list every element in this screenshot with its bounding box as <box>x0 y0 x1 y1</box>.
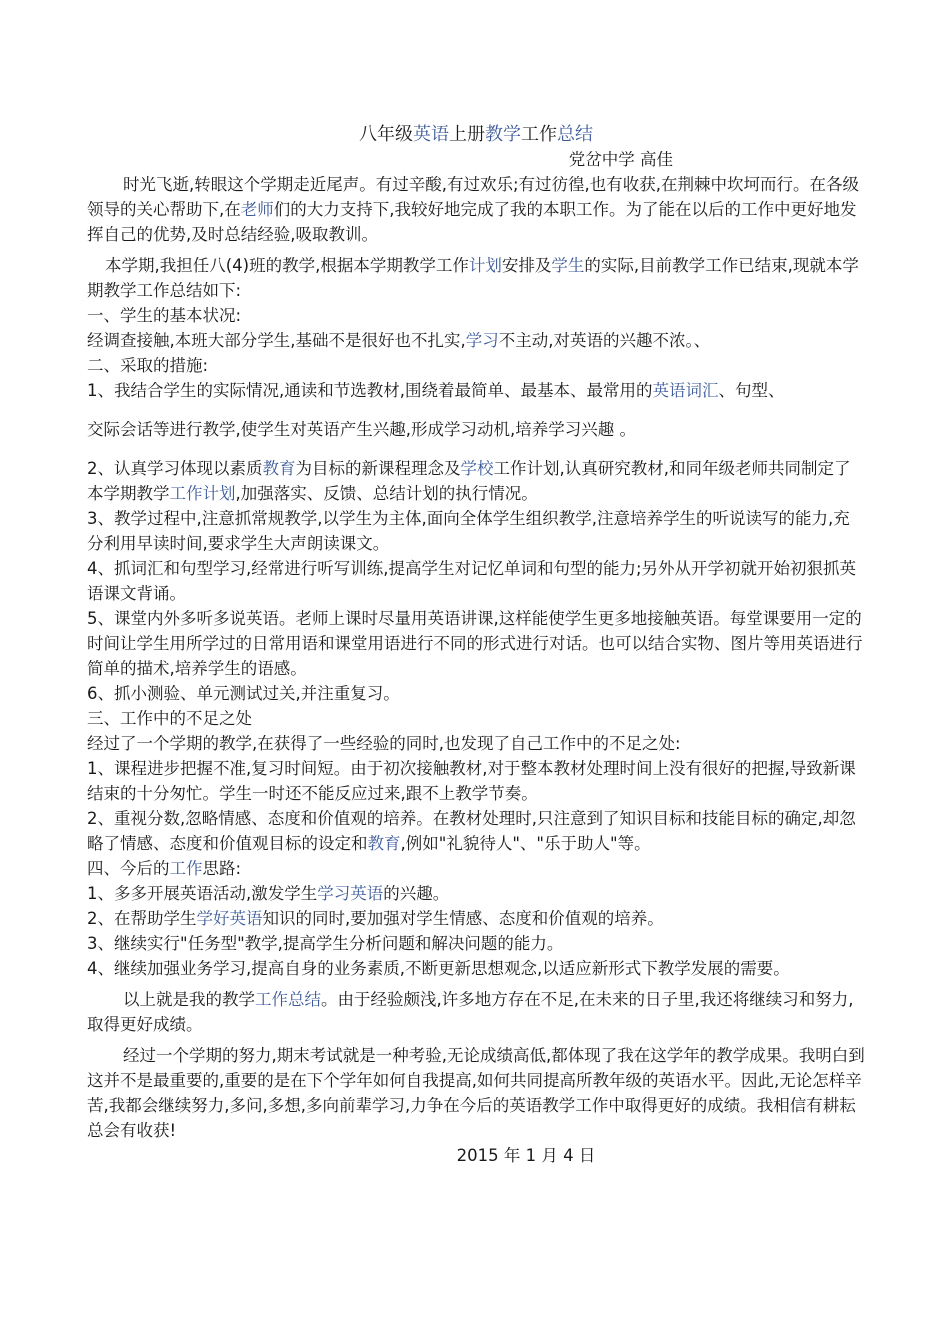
keyword-link[interactable]: 计划 <box>468 256 502 275</box>
shortcoming-intro: 经过了一个学期的教学,在获得了一些经验的同时,也发现了自己工作中的不足之处: <box>87 734 681 753</box>
keyword-link[interactable]: 教育 <box>367 834 401 853</box>
overview-paragraph: 本学期,我担任八(4)班的教学,根据本学期教学工作计划安排及学生的实际,目前教学工作已结束,现就本学期教学工作总结如下: <box>87 256 859 300</box>
plan-item-1: 1、多多开展英语活动,激发学生学习英语的兴趣。 <box>87 884 450 903</box>
keyword-link[interactable]: 英语 <box>413 124 449 145</box>
measure-item-4: 4、抓词汇和句型学习,经常进行听写训练,提高学生对记忆单词和句型的能力;另外从开学初就开始初狠抓英语课文背诵。 <box>87 559 857 603</box>
closing-paragraph-2: 经过一个学期的努力,期末考试就是一种考验,无论成绩高低,都体现了我在这学年的教学成果。我明白到这并不是最重要的,重要的是在下个学年如何自我提高,如何共同提高所教年级的英语水平。因此,无论怎样辛苦,我都会继续努力,多问,多想,多向前辈学习,力争在今后的英语教学工作中取得更好的成绩。我相信有耕耘总会有收获! <box>87 1046 865 1140</box>
keyword-link[interactable]: 学好英语 <box>196 909 263 928</box>
measure-item-1: 1、我结合学生的实际情况,通读和节选教材,围绕着最简单、最基本、最常用的英语词汇、句型、 <box>87 381 785 400</box>
measure-item-6: 6、抓小测验、单元测试过关,并注重复习。 <box>87 684 400 703</box>
keyword-link[interactable]: 工作 <box>169 859 203 878</box>
section-heading-1: 一、学生的基本状况: <box>87 306 242 325</box>
section-heading-2: 二、采取的措施: <box>87 356 209 375</box>
closing-paragraph-1: 以上就是我的教学工作总结。由于经验颇浅,许多地方存在不足,在未来的日子里,我还将继续习和努力,取得更好成绩。 <box>87 990 854 1034</box>
keyword-link[interactable]: 工作计划 <box>169 484 236 503</box>
keyword-link[interactable]: 学习英语 <box>317 884 384 903</box>
keyword-link[interactable]: 教学 <box>485 124 521 145</box>
plan-item-2: 2、在帮助学生学好英语知识的同时,要加强对学生情感、态度和价值观的培养。 <box>87 909 664 928</box>
keyword-link[interactable]: 英语词汇 <box>652 381 719 400</box>
keyword-link[interactable]: 老师 <box>240 200 274 219</box>
measure-item-2: 2、认真学习体现以素质教育为目标的新课程理念及学校工作计划,认真研究教材,和同年级老师共同制定了本学期教学工作计划,加强落实、反馈、总结计划的执行情况。 <box>87 459 851 503</box>
keyword-link[interactable]: 学习 <box>465 331 499 350</box>
measure-item-1-continued: 交际会话等进行教学,使学生对英语产生兴趣,形成学习动机,培养学习兴趣 。 <box>87 420 636 439</box>
document-title: 八年级英语上册教学工作总结 <box>359 124 593 145</box>
document-date: 2015 年 1 月 4 日 <box>456 1146 596 1165</box>
shortcoming-item-2: 2、重视分数,忽略情感、态度和价值观的培养。在教材处理时,只注意到了知识目标和技能目标的确定,却忽略了情感、态度和价值观目标的设定和教育,例如"礼貌待人"、"乐于助人"等。 <box>87 809 856 853</box>
plan-item-4: 4、继续加强业务学习,提高自身的业务素质,不断更新思想观念,以适应新形式下教学发展的需要。 <box>87 959 790 978</box>
intro-paragraph: 时光飞逝,转眼这个学期走近尾声。有过辛酸,有过欢乐;有过彷徨,也有收获,在荆棘中坎坷而行。在各级领导的关心帮助下,在老师们的大力支持下,我较好地完成了我的本职工作。为了能在以后的工作中更好地发挥自己的优势,及时总结经验,吸取教训。 <box>87 175 860 244</box>
section-1-text: 经调查接触,本班大部分学生,基础不是很好也不扎实,学习不主动,对英语的兴趣不浓。、 <box>87 331 711 350</box>
document-page <box>87 122 865 1168</box>
measure-item-3: 3、教学过程中,注意抓常规教学,以学生为主体,面向全体学生组织教学,注意培养学生的听说读写的能力,充分利用早读时间,要求学生大声朗读课文。 <box>87 509 850 553</box>
keyword-link[interactable]: 总结 <box>557 124 593 145</box>
shortcoming-item-1: 1、课程进步把握不准,复习时间短。由于初次接触教材,对于整本教材处理时间上没有很好的把握,导致新课结束的十分匆忙。学生一时还不能反应过来,跟不上教学节奏。 <box>87 759 856 803</box>
keyword-link[interactable]: 学校 <box>460 459 494 478</box>
section-heading-4: 四、今后的工作思路: <box>87 859 242 878</box>
keyword-link[interactable]: 工作总结 <box>255 990 321 1009</box>
measure-item-5: 5、课堂内外多听多说英语。老师上课时尽量用英语讲课,这样能使学生更多地接触英语。每堂课要用一定的时间让学生用所学过的日常用语和课堂用语进行不同的形式进行对话。也可以结合实物、图片等用英语进行简单的描术,培养学生的语感。 <box>87 609 863 678</box>
plan-item-3: 3、继续实行"任务型"教学,提高学生分析问题和解决问题的能力。 <box>87 934 564 953</box>
author-line: 党岔中学 高佳 <box>568 150 673 169</box>
keyword-link[interactable]: 教育 <box>262 459 296 478</box>
keyword-link[interactable]: 学生 <box>551 256 585 275</box>
section-heading-3: 三、工作中的不足之处 <box>87 709 252 728</box>
